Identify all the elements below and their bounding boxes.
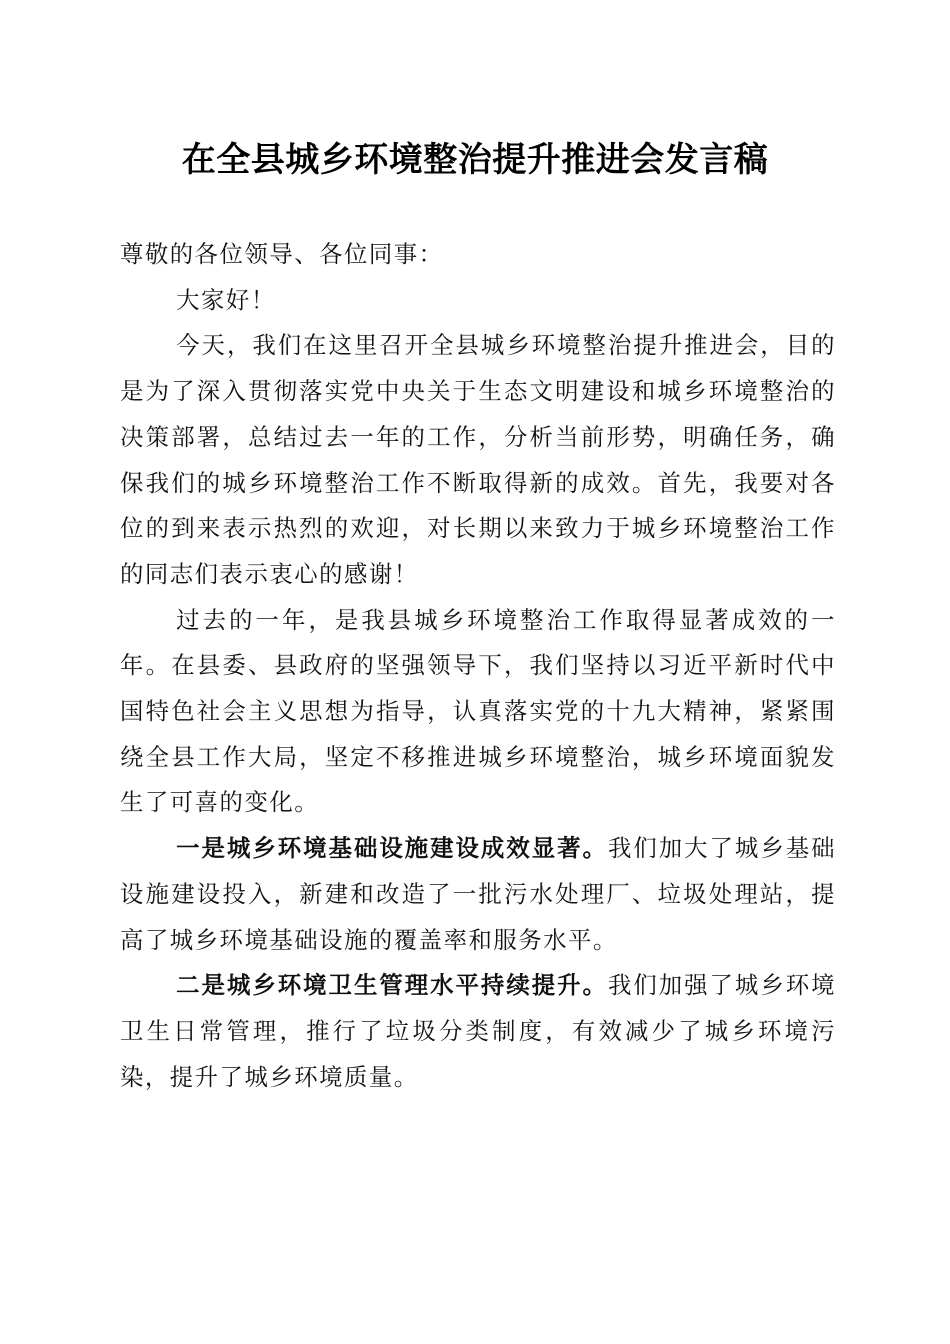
- paragraph-text: 我们加强了城乡环境卫生日常管理，推行了垃圾分类制度，有效减少了城乡环境污染，提升了城乡环境质量。: [120, 971, 837, 1091]
- paragraph-text: 我们加大了城乡基础设施建设投入，新建和改造了一批污水处理厂、垃圾处理站，提高了城乡环境基础设施的覆盖率和服务水平。: [120, 834, 837, 954]
- paragraph-opening: [120, 323, 836, 597]
- paragraph-text: 过去的一年，是我县城乡环境整治工作取得显著成效的一年。在县委、县政府的坚强领导下，我们坚持以习近平新时代中国特色社会主义思想为指导，认真落实党的十九大精神，紧紧围绕全县工作大局，坚定不移推进城乡环境整治，城乡环境面貌发生了可喜的变化。: [120, 605, 836, 817]
- greeting: 大家好！: [176, 285, 276, 314]
- paragraph-point-two: [120, 963, 836, 1100]
- document-body: [120, 232, 836, 1100]
- paragraph-lead: 二是城乡环境卫生管理水平持续提升。: [176, 971, 608, 1000]
- paragraph-review: [120, 598, 836, 827]
- document-title: 在全县城乡环境整治提升推进会发言稿: [181, 140, 769, 180]
- paragraph-lead: 一是城乡环境基础设施建设成效显著。: [176, 834, 608, 863]
- paragraph-text: 今天，我们在这里召开全县城乡环境整治提升推进会，目的是为了深入贯彻落实党中央关于生态文明建设和城乡环境整治的决策部署，总结过去一年的工作，分析当前形势，明确任务，确保我们的城乡环境整治工作不断取得新的成效。首先，我要对各位的到来表示热烈的欢迎，对长期以来致力于城乡环境整治工作的同志们表示衷心的感谢！: [120, 331, 836, 588]
- salutation: 尊敬的各位领导、各位同事：: [120, 240, 444, 268]
- paragraph-point-one: [120, 826, 836, 963]
